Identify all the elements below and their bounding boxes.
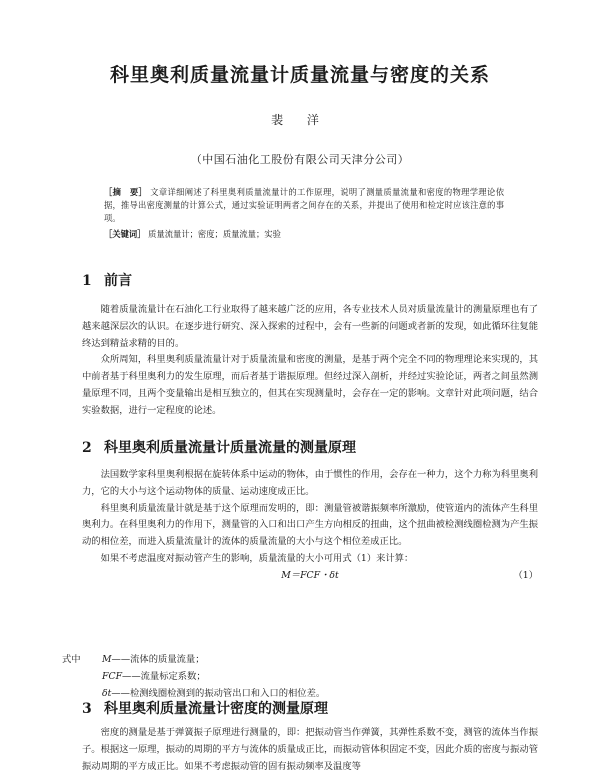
variable-symbol: δt xyxy=(102,687,112,699)
variable-desc: ——流量标定系数； xyxy=(122,670,206,682)
keywords-text: 质量流量计；密度；质量流量；实验 xyxy=(148,229,281,239)
section-number: 2 xyxy=(82,440,92,456)
paragraph: 科里奥利质量流量计就是基于这个原理而发明的，即：测量管被谐振频率所激励，使管道内的流体产生科里奥利力。在科里奥利力的作用下，测量管的入口和出口产生方向相反的扭曲，这个扭曲被检测线圈检测为产生振动的相位差，而进入质量流量计的流体的质量流量的大小与这个相位差成正比。 xyxy=(82,502,538,548)
paragraph: 众所周知，科里奥利质量流量计对于质量流量和密度的测量，是基于两个完全不同的物理理论来实现的，其中前者基于科里奥利力的发生原理，而后者基于谐振原理。但经过深入剖析，并经过实验论证，两者之间虽然测量原理不同，且两个变量输出是相互独立的，但其在实现测量时，会存在一定的影响。文章针对此项问题，结合实验数据，进行一定程度的论述。 xyxy=(82,354,538,416)
variable-row xyxy=(62,669,538,686)
variable-symbol: FCF xyxy=(102,670,123,682)
section-heading-2 xyxy=(82,437,356,457)
formula-number: （1） xyxy=(513,569,538,581)
paragraph: 如果不考虑温度对振动管产生的影响，质量流量的大小可用式（1）来计算： xyxy=(100,552,414,564)
section-number: 1 xyxy=(82,273,92,289)
section-2-body xyxy=(82,467,538,585)
variable-desc: ——检测线圈检测到的振动管出口和入口的相位差。 xyxy=(111,687,326,699)
formula: M＝FCF・δt xyxy=(281,569,339,581)
keywords-label: ［关键词］ xyxy=(104,229,146,239)
section-1-body xyxy=(82,302,538,420)
section-title: 科里奥利质量流量计质量流量的测量原理 xyxy=(104,440,356,456)
paragraph: 随着质量流量计在石油化工行业取得了越来越广泛的应用，各专业技术人员对质量流量计的测量原理也有了越来越深层次的认识。在逐步进行研究、深入探索的过程中，会有一些新的问题或者新的发现，如此循环往复能终达到精益求精的目的。 xyxy=(82,304,538,349)
author-affiliation: （中国石油化工股份有限公司天津分公司） xyxy=(190,153,410,166)
section-title: 前言 xyxy=(104,273,132,289)
paragraph: 法国数学家科里奥利根据在旋转体系中运动的物体，由于惯性的作用，会存在一种力，这个力称为科里奥利力，它的大小与这个运动物体的质量、运动速度成正比。 xyxy=(82,469,538,497)
abstract-paragraph xyxy=(104,186,504,225)
formula-variable-list xyxy=(62,652,538,702)
section-number: 3 xyxy=(82,701,92,717)
where-label: 式中 xyxy=(62,654,81,665)
author-name: 裴 洋 xyxy=(271,113,329,127)
variable-desc: ——流体的质量流量； xyxy=(111,654,205,665)
paragraph: 密度的测量是基于弹簧振子原理进行测量的，即：把振动管当作弹簧，其弹性系数不变，测管的流体当作振子。根据这一原理，振动的周期的平方与流体的质量成正比，而振动管体积固定不变，因此介质的密度与振动管振动周期的平方成正比。如果不考虑振动管的固有振动频率及温度等 xyxy=(82,727,538,772)
abstract-block xyxy=(104,186,504,241)
paper-title: 科里奥利质量流量计质量流量与密度的关系 xyxy=(109,64,490,86)
section-title: 科里奥利质量流量计密度的测量原理 xyxy=(104,701,328,717)
section-3-body xyxy=(82,725,538,772)
abstract-label: ［摘 要］ xyxy=(104,187,148,197)
section-heading-3 xyxy=(82,698,328,718)
abstract-text: 文章详细阐述了科里奥利质量流量计的工作原理，说明了测量质量流量和密度的物理学理论依据，推导出密度测量的计算公式，通过实验证明两者之间存在的关系，并提出了使用和检定时应该注意的事项。 xyxy=(104,187,504,223)
variable-symbol: M xyxy=(102,654,112,665)
keywords-line xyxy=(104,228,504,241)
variable-row xyxy=(62,652,538,669)
section-heading-1 xyxy=(82,270,132,290)
equation-1 xyxy=(82,568,538,585)
